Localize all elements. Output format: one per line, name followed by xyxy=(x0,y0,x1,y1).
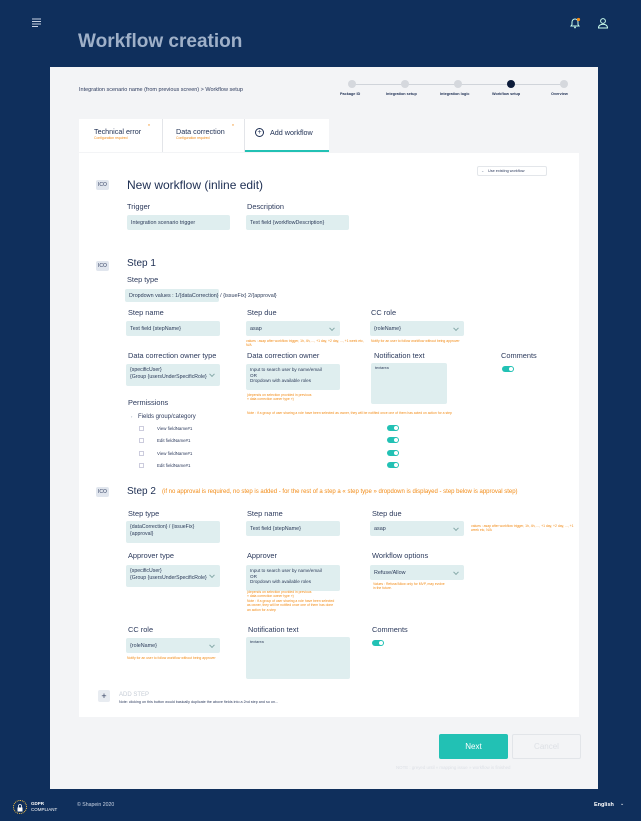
user-icon[interactable] xyxy=(597,16,609,28)
perm-checkbox[interactable] xyxy=(139,426,144,431)
chevron-down-icon[interactable]: ⌄ xyxy=(620,801,625,807)
perm-checkbox[interactable] xyxy=(139,451,144,456)
perm-toggle[interactable] xyxy=(387,450,399,456)
expand-icon: › xyxy=(131,414,133,419)
step2-due-dropdown[interactable]: asap xyxy=(370,521,464,536)
step1-owner-field[interactable]: Input to search user by name/email OR Dropdown with available roles xyxy=(246,364,340,390)
perm-checkbox[interactable] xyxy=(139,463,144,468)
plus-circle-icon: + xyxy=(255,128,264,137)
step2-type-dropdown[interactable]: {dataCorrection} / {issueFix} {approval} xyxy=(126,521,220,543)
active-step-dot xyxy=(507,80,515,88)
workflow-ico-badge: ICO xyxy=(96,180,109,190)
workflow-title: New workflow (inline edit) xyxy=(127,178,264,192)
menu-icon[interactable] xyxy=(32,15,42,25)
workflow-card xyxy=(79,153,579,717)
page-title: Workflow creation xyxy=(78,31,243,52)
perm-toggle[interactable] xyxy=(387,437,399,443)
copyright: © Shapein 2020 xyxy=(77,802,115,808)
perm-toggle[interactable] xyxy=(387,425,399,431)
breadcrumb: Integration scenario name (from previous screen) > Workflow setup xyxy=(79,87,243,93)
perm-toggle[interactable] xyxy=(387,462,399,468)
perm-checkbox[interactable] xyxy=(139,438,144,443)
next-button[interactable]: Next xyxy=(439,734,508,759)
bell-icon[interactable] xyxy=(569,16,581,28)
step1-ico-badge: ICO xyxy=(96,261,109,271)
cancel-button[interactable]: Cancel xyxy=(512,734,581,759)
gdpr-badge-icon xyxy=(13,800,27,814)
step1-owner-type-dropdown[interactable]: {specificUser} {Group {usersUnderSpecificRole} xyxy=(126,364,220,386)
description-field[interactable]: Text field {workflowDescription} xyxy=(246,215,349,230)
tab-technical-error[interactable]: Technical error * Configuration required xyxy=(79,119,163,152)
step2-approver-type-dropdown[interactable]: {specificUser} {Group {usersUnderSpecificRole} xyxy=(126,565,220,587)
step1-type-dropdown[interactable]: Dropdown values : 1/{dataCorrection} / {issueFix} 2/{approval} xyxy=(125,289,219,302)
step2-notification-textarea[interactable]: textarea xyxy=(246,637,350,679)
tab-data-correction[interactable]: Data correction * Configuration required xyxy=(163,119,245,152)
step2-cc-role-dropdown[interactable]: {roleName} xyxy=(126,638,220,653)
add-step-button[interactable]: + xyxy=(98,690,110,702)
step2-approver-field[interactable]: Input to search user by name/email OR Dropdown with available roles xyxy=(246,565,340,591)
language-selector[interactable]: English xyxy=(594,802,614,808)
step2-workflow-options-dropdown[interactable]: Refuse/Allow xyxy=(370,565,464,580)
step2-title: Step 2 xyxy=(127,486,156,497)
step1-due-dropdown[interactable]: asap xyxy=(246,321,340,336)
step1-title: Step 1 xyxy=(127,258,156,269)
step1-name-field[interactable]: Text field {stepName} xyxy=(126,321,220,336)
tab-add-workflow[interactable]: + Add workflow xyxy=(245,119,329,152)
step2-comments-toggle[interactable] xyxy=(372,640,384,646)
step1-cc-role-dropdown[interactable]: {roleName} xyxy=(370,321,464,336)
stepper: Package ID Integration setup Integration logic Workflow setup Overview xyxy=(340,80,585,102)
chevron-down-icon: ⌄ xyxy=(481,168,485,173)
trigger-field[interactable]: Integration scenario trigger xyxy=(127,215,230,230)
fields-group-label: Fields group/category xyxy=(138,414,196,420)
step2-name-field[interactable]: Text field {stepName} xyxy=(246,521,340,536)
step1-comments-toggle[interactable] xyxy=(502,366,514,372)
step1-notification-textarea[interactable]: textarea xyxy=(371,363,447,404)
use-existing-workflow-button[interactable]: ⌄ Use existing workflow xyxy=(477,166,547,176)
add-step-label[interactable]: ADD STEP xyxy=(119,692,150,698)
step2-ico-badge: ICO xyxy=(96,487,109,497)
